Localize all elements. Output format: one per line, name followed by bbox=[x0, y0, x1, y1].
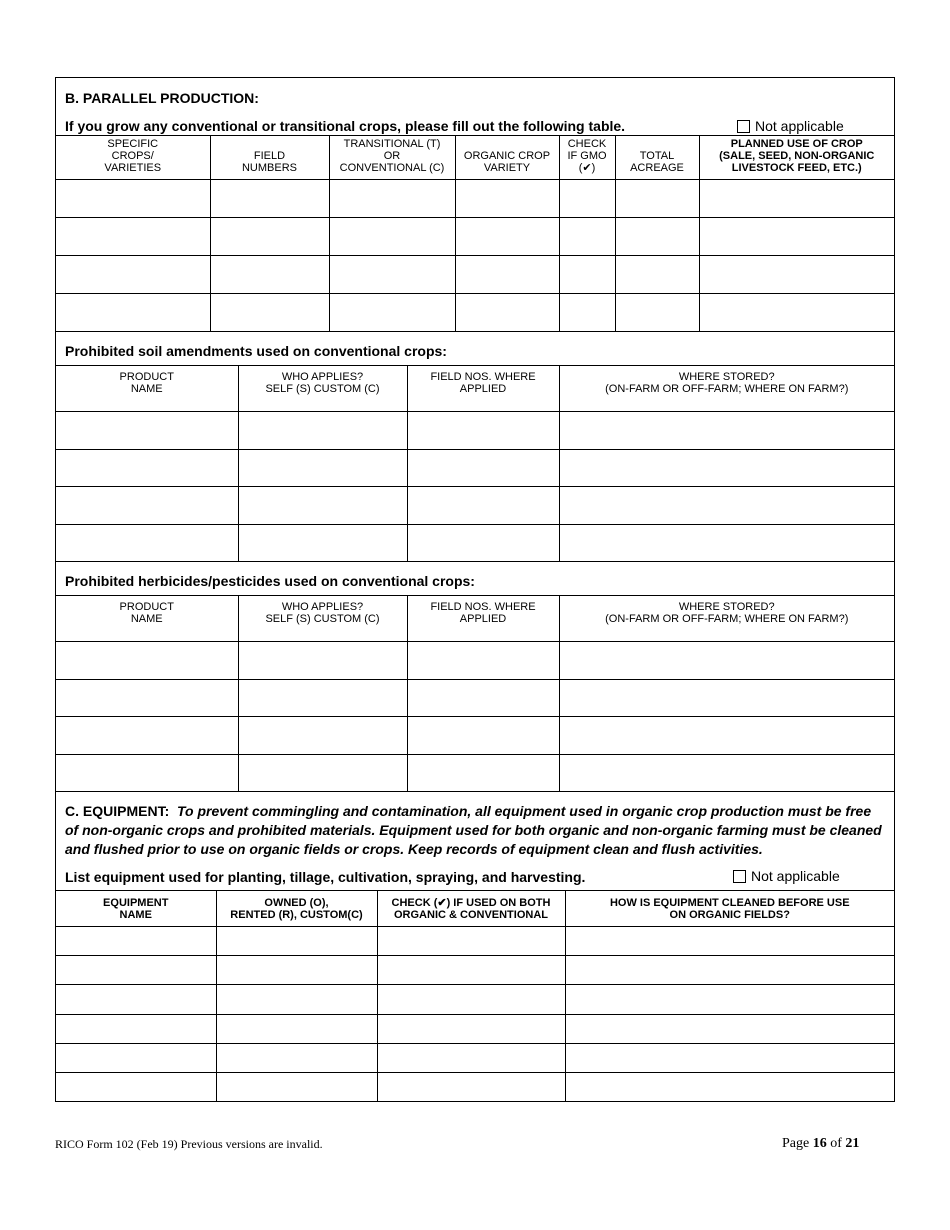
table-cell[interactable] bbox=[210, 294, 329, 332]
table-cell[interactable] bbox=[210, 180, 329, 218]
table-cell[interactable] bbox=[216, 1014, 377, 1043]
crops-table bbox=[56, 135, 894, 332]
column-header bbox=[216, 891, 377, 927]
table-cell[interactable] bbox=[699, 294, 894, 332]
table-cell[interactable] bbox=[407, 449, 559, 487]
table-cell[interactable] bbox=[559, 294, 615, 332]
section-c-not-applicable[interactable] bbox=[733, 868, 840, 884]
table-row bbox=[56, 180, 894, 218]
form-container bbox=[55, 77, 895, 1102]
table-cell[interactable] bbox=[329, 294, 455, 332]
table-cell[interactable] bbox=[56, 1014, 216, 1043]
header-line: (✔) bbox=[578, 162, 596, 174]
header-line: HOW IS EQUIPMENT CLEANED BEFORE USE bbox=[609, 896, 850, 909]
page-word: Page bbox=[782, 1136, 810, 1151]
table-cell[interactable] bbox=[238, 717, 407, 755]
section-b-instruction: If you grow any conventional or transitional crops, please fill out the following table. bbox=[65, 118, 626, 134]
column-header bbox=[407, 596, 559, 642]
table-row bbox=[56, 294, 894, 332]
table-cell[interactable] bbox=[559, 487, 894, 525]
table-cell[interactable] bbox=[615, 294, 699, 332]
table-cell[interactable] bbox=[559, 524, 894, 562]
table-cell[interactable] bbox=[565, 956, 894, 985]
table-cell[interactable] bbox=[210, 218, 329, 256]
header-line: ON ORGANIC FIELDS? bbox=[669, 908, 790, 921]
table-row bbox=[56, 642, 894, 680]
table-row bbox=[56, 412, 894, 450]
table-cell[interactable] bbox=[565, 1014, 894, 1043]
table-cell[interactable] bbox=[56, 294, 210, 332]
table-cell[interactable] bbox=[56, 487, 238, 525]
herbicides-title: Prohibited herbicides/pesticides used on conventional crops: bbox=[65, 573, 475, 589]
table-cell[interactable] bbox=[455, 294, 559, 332]
header-line: WHERE STORED? bbox=[678, 601, 775, 613]
table-cell[interactable] bbox=[238, 642, 407, 680]
table-row bbox=[56, 1014, 894, 1043]
table-row bbox=[56, 524, 894, 562]
column-header bbox=[238, 366, 407, 412]
header-line: PRODUCT bbox=[119, 601, 174, 613]
header-line: VARIETY bbox=[483, 162, 531, 174]
header-line: ORGANIC CROP bbox=[463, 150, 551, 162]
section-c-paragraph bbox=[56, 792, 894, 865]
table-cell[interactable] bbox=[407, 642, 559, 680]
header-line: NAME bbox=[130, 613, 163, 625]
table-cell[interactable] bbox=[56, 717, 238, 755]
soil-amendments-title: Prohibited soil amendments used on conventional crops: bbox=[65, 343, 447, 359]
table-cell[interactable] bbox=[56, 927, 216, 956]
table-cell[interactable] bbox=[238, 487, 407, 525]
table-cell[interactable] bbox=[377, 956, 565, 985]
column-header bbox=[615, 136, 699, 180]
equipment-table bbox=[56, 890, 894, 1102]
not-applicable-checkbox[interactable] bbox=[733, 870, 746, 883]
table-cell[interactable] bbox=[238, 412, 407, 450]
table-cell[interactable] bbox=[559, 754, 894, 792]
table-cell[interactable] bbox=[699, 180, 894, 218]
equipment-list-row bbox=[56, 865, 894, 890]
table-cell[interactable] bbox=[56, 412, 238, 450]
table-cell[interactable] bbox=[407, 524, 559, 562]
column-header bbox=[329, 136, 455, 180]
table-row bbox=[56, 218, 894, 256]
column-header bbox=[565, 891, 894, 927]
header-line: FIELD NOS. WHERE bbox=[430, 371, 536, 383]
header-line: PRODUCT bbox=[119, 371, 174, 383]
header-line: VARIETIES bbox=[104, 162, 162, 174]
table-cell[interactable] bbox=[377, 1072, 565, 1101]
table-cell[interactable] bbox=[559, 218, 615, 256]
header-line: RENTED (R), CUSTOM(C) bbox=[230, 908, 363, 921]
table-cell[interactable] bbox=[407, 679, 559, 717]
table-cell[interactable] bbox=[615, 180, 699, 218]
header-line: FIELD bbox=[253, 150, 286, 162]
table-cell[interactable] bbox=[216, 1043, 377, 1072]
table-cell[interactable] bbox=[329, 256, 455, 294]
table-cell[interactable] bbox=[56, 218, 210, 256]
table-cell[interactable] bbox=[559, 449, 894, 487]
section-b-title: B. PARALLEL PRODUCTION: bbox=[65, 90, 259, 106]
header-line: SELF (S) CUSTOM (C) bbox=[265, 383, 380, 395]
table-cell[interactable] bbox=[455, 218, 559, 256]
table-cell[interactable] bbox=[56, 956, 216, 985]
column-header bbox=[56, 136, 210, 180]
table-cell[interactable] bbox=[455, 180, 559, 218]
section-c-text: To prevent commingling and contamination, all equipment used in organic crop production must be free of non-organic crops and prohibited materials. Equipment used for both organic and non-organic farming must be cleaned and flushed prior to use on organic fields or crops. Keep records of equipment clean and flush activities. bbox=[65, 803, 882, 857]
header-line: APPLIED bbox=[459, 383, 507, 395]
header-line: ACREAGE bbox=[630, 162, 684, 174]
header-line bbox=[456, 138, 559, 150]
table-cell[interactable] bbox=[56, 679, 238, 717]
section-c-title: C. EQUIPMENT: bbox=[65, 803, 170, 819]
table-cell[interactable] bbox=[329, 180, 455, 218]
table-cell[interactable] bbox=[377, 1043, 565, 1072]
header-line: APPLIED bbox=[459, 613, 507, 625]
table-cell[interactable] bbox=[56, 256, 210, 294]
table-cell[interactable] bbox=[377, 985, 565, 1014]
header-line: NUMBERS bbox=[241, 162, 297, 174]
table-cell[interactable] bbox=[56, 1072, 216, 1101]
table-row bbox=[56, 487, 894, 525]
column-header bbox=[210, 136, 329, 180]
table-cell[interactable] bbox=[56, 754, 238, 792]
table-row bbox=[56, 256, 894, 294]
table-row bbox=[56, 1043, 894, 1072]
header-line: CHECK (✔) IF USED ON BOTH bbox=[391, 896, 551, 909]
table-cell[interactable] bbox=[56, 180, 210, 218]
table-cell[interactable] bbox=[565, 927, 894, 956]
page-total: 21 bbox=[845, 1136, 860, 1151]
header-line: TOTAL bbox=[639, 150, 675, 162]
table-cell[interactable] bbox=[216, 1072, 377, 1101]
column-header bbox=[407, 366, 559, 412]
table-row bbox=[56, 1072, 894, 1101]
header-line: ORGANIC & CONVENTIONAL bbox=[394, 908, 548, 921]
table-row bbox=[56, 717, 894, 755]
header-line: OWNED (O), bbox=[264, 896, 329, 909]
table-cell[interactable] bbox=[559, 412, 894, 450]
column-header bbox=[559, 596, 894, 642]
table-cell[interactable] bbox=[377, 1014, 565, 1043]
table-cell[interactable] bbox=[565, 985, 894, 1014]
table-row bbox=[56, 754, 894, 792]
table-cell[interactable] bbox=[559, 679, 894, 717]
header-line: FIELD NOS. WHERE bbox=[430, 601, 536, 613]
header-line: OR bbox=[383, 150, 401, 162]
herbicides-table bbox=[56, 595, 894, 792]
header-line: (ON-FARM OR OFF-FARM; WHERE ON FARM?) bbox=[605, 613, 849, 625]
section-b-not-applicable[interactable] bbox=[737, 118, 844, 134]
header-line: WHERE STORED? bbox=[678, 371, 775, 383]
header-line: CONVENTIONAL (C) bbox=[339, 162, 445, 174]
header-line: WHO APPLIES? bbox=[281, 371, 364, 383]
table-cell[interactable] bbox=[238, 449, 407, 487]
table-cell[interactable] bbox=[699, 218, 894, 256]
table-cell[interactable] bbox=[238, 679, 407, 717]
table-cell[interactable] bbox=[407, 412, 559, 450]
table-cell[interactable] bbox=[455, 256, 559, 294]
header-line bbox=[211, 138, 329, 150]
column-header bbox=[56, 596, 238, 642]
column-header bbox=[455, 136, 559, 180]
table-cell[interactable] bbox=[615, 256, 699, 294]
header-line: LIVESTOCK FEED, ETC.) bbox=[731, 162, 862, 174]
not-applicable-label: Not applicable bbox=[755, 118, 844, 134]
table-cell[interactable] bbox=[56, 642, 238, 680]
column-header bbox=[56, 366, 238, 412]
column-header bbox=[559, 136, 615, 180]
table-cell[interactable] bbox=[615, 218, 699, 256]
header-line: SPECIFIC bbox=[107, 138, 159, 150]
table-cell[interactable] bbox=[216, 927, 377, 956]
column-header bbox=[56, 891, 216, 927]
table-cell[interactable] bbox=[56, 985, 216, 1014]
table-cell[interactable] bbox=[559, 642, 894, 680]
header-line bbox=[616, 138, 699, 150]
equipment-list-instruction: List equipment used for planting, tillage, cultivation, spraying, and harvesting. bbox=[65, 869, 586, 885]
column-header bbox=[559, 366, 894, 412]
form-label: RICO Form 102 (Feb 19) Previous versions are invalid. bbox=[55, 1137, 323, 1151]
not-applicable-checkbox[interactable] bbox=[737, 120, 750, 133]
header-line: PLANNED USE OF CROP bbox=[730, 138, 863, 150]
page-of: of bbox=[830, 1136, 842, 1151]
header-line: (SALE, SEED, NON-ORGANIC bbox=[719, 150, 875, 162]
table-cell[interactable] bbox=[216, 956, 377, 985]
table-cell[interactable] bbox=[216, 985, 377, 1014]
header-line: SELF (S) CUSTOM (C) bbox=[265, 613, 380, 625]
header-line: TRANSITIONAL (T) bbox=[343, 138, 441, 150]
table-cell[interactable] bbox=[407, 717, 559, 755]
table-cell[interactable] bbox=[565, 1043, 894, 1072]
table-cell[interactable] bbox=[56, 449, 238, 487]
table-cell[interactable] bbox=[238, 754, 407, 792]
not-applicable-label: Not applicable bbox=[751, 868, 840, 884]
table-cell[interactable] bbox=[377, 927, 565, 956]
page-number bbox=[782, 1136, 859, 1152]
table-cell[interactable] bbox=[329, 218, 455, 256]
header-line: NAME bbox=[119, 908, 152, 921]
table-row bbox=[56, 985, 894, 1014]
table-cell[interactable] bbox=[559, 256, 615, 294]
table-cell[interactable] bbox=[407, 487, 559, 525]
header-line: CROPS/ bbox=[111, 150, 154, 162]
column-header bbox=[699, 136, 894, 180]
soil-amendments-table bbox=[56, 365, 894, 562]
header-line: NAME bbox=[130, 383, 163, 395]
table-cell[interactable] bbox=[407, 754, 559, 792]
table-row bbox=[56, 449, 894, 487]
table-cell[interactable] bbox=[559, 180, 615, 218]
header-line: IF GMO bbox=[567, 150, 607, 162]
table-cell[interactable] bbox=[559, 717, 894, 755]
column-header bbox=[238, 596, 407, 642]
table-cell[interactable] bbox=[56, 1043, 216, 1072]
page-current: 16 bbox=[812, 1136, 827, 1151]
header-line: CHECK bbox=[567, 138, 607, 150]
table-row bbox=[56, 956, 894, 985]
header-line: WHO APPLIES? bbox=[281, 601, 364, 613]
table-cell[interactable] bbox=[699, 256, 894, 294]
header-line: (ON-FARM OR OFF-FARM; WHERE ON FARM?) bbox=[605, 383, 849, 395]
table-cell[interactable] bbox=[56, 524, 238, 562]
table-cell[interactable] bbox=[210, 256, 329, 294]
header-line: EQUIPMENT bbox=[103, 896, 169, 909]
table-cell[interactable] bbox=[565, 1072, 894, 1101]
table-cell[interactable] bbox=[238, 524, 407, 562]
section-b-instruction-row bbox=[56, 115, 894, 135]
column-header bbox=[377, 891, 565, 927]
table-row bbox=[56, 679, 894, 717]
table-row bbox=[56, 927, 894, 956]
